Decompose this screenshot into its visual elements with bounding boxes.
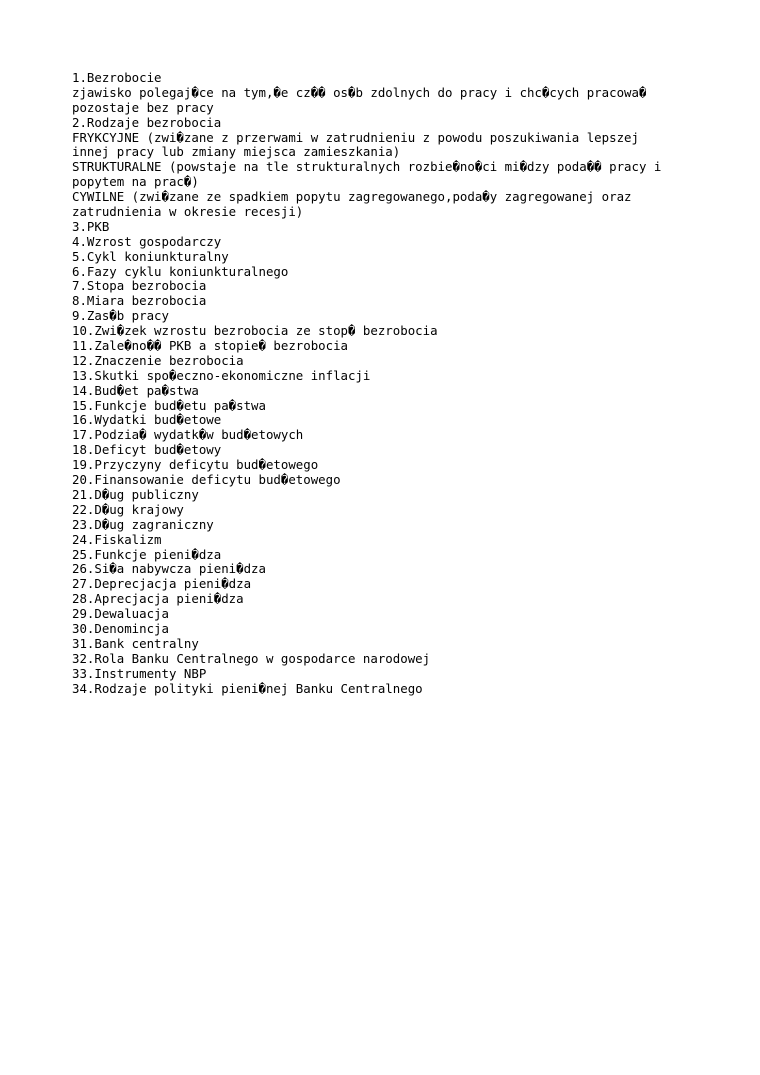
text-line: 4.Wzrost gospodarczy: [72, 233, 222, 249]
text-line: 23.D�ug zagraniczny: [72, 516, 214, 532]
text-line: 31.Bank centralny: [72, 635, 199, 651]
text-line: 1.Bezrobocie: [72, 70, 162, 85]
text-line: 14.Bud�et pa�stwa: [72, 382, 199, 398]
text-line: innej pracy lub zmiany miejsca zamieszkania): [72, 144, 401, 160]
text-line: 13.Skutki spo�eczno-ekonomiczne inflacji: [72, 367, 371, 383]
text-line: 32.Rola Banku Centralnego w gospodarce narodowej: [72, 650, 431, 666]
text-line: 15.Funkcje bud�etu pa�stwa: [72, 397, 266, 413]
text-line: 10.Zwi�zek wzrostu bezrobocia ze stop� bezrobocia: [72, 323, 438, 339]
text-line: 27.Deprecjacja pieni�dza: [72, 576, 252, 592]
text-line: 18.Deficyt bud�etowy: [72, 442, 222, 458]
text-line: pozostaje bez pracy: [72, 99, 214, 115]
text-line: 7.Stopa bezrobocia: [72, 278, 207, 294]
text-line: 22.D�ug krajowy: [72, 501, 184, 517]
text-line: 8.Miara bezrobocia: [72, 293, 207, 309]
text-line: FRYKCYJNE (zwi�zane z przerwami w zatrudnieniu z powodu poszukiwania lepszej: [72, 129, 639, 145]
text-line: 17.Podzia� wydatk�w bud�etowych: [72, 427, 304, 443]
text-line: 5.Cykl koniunkturalny: [72, 248, 229, 264]
text-line: 12.Znaczenie bezrobocia: [72, 352, 244, 368]
text-line: popytem na prac�): [72, 174, 199, 190]
text-line: 33.Instrumenty NBP: [72, 665, 207, 681]
text-line: 34.Rodzaje polityki pieni�nej Banku Centralnego: [72, 680, 423, 696]
text-line: 3.PKB: [72, 218, 110, 234]
text-line: 6.Fazy cyklu koniunkturalnego: [72, 263, 289, 279]
document-text: [72, 71, 712, 696]
text-line: 2.Rodzaje bezrobocia: [72, 114, 222, 130]
text-line: 16.Wydatki bud�etowe: [72, 412, 222, 428]
text-line: 28.Aprecjacja pieni�dza: [72, 591, 244, 607]
text-line: 19.Przyczyny deficytu bud�etowego: [72, 457, 319, 473]
text-line: 30.Denomincja: [72, 620, 169, 636]
text-line: 20.Finansowanie deficytu bud�etowego: [72, 472, 341, 488]
text-line: 21.D�ug publiczny: [72, 486, 199, 502]
text-line: 9.Zas�b pracy: [72, 308, 169, 324]
text-line: CYWILNE (zwi�zane ze spadkiem popytu zagregowanego,poda�y zagregowanej oraz: [72, 189, 632, 205]
text-line: zatrudnienia w okresie recesji): [72, 204, 304, 220]
text-line: STRUKTURALNE (powstaje na tle strukturalnych rozbie�no�ci mi�dzy poda�� pracy i: [72, 159, 662, 175]
text-line: 11.Zale�no�� PKB a stopie� bezrobocia: [72, 338, 349, 354]
text-line: 26.Si�a nabywcza pieni�dza: [72, 561, 266, 577]
text-line: 29.Dewaluacja: [72, 606, 169, 622]
text-line: 24.Fiskalizm: [72, 531, 162, 547]
text-line: zjawisko polegaj�ce na tym,�e cz�� os�b zdolnych do pracy i chc�cych pracowa�: [72, 84, 647, 100]
text-line: 25.Funkcje pieni�dza: [72, 546, 222, 562]
